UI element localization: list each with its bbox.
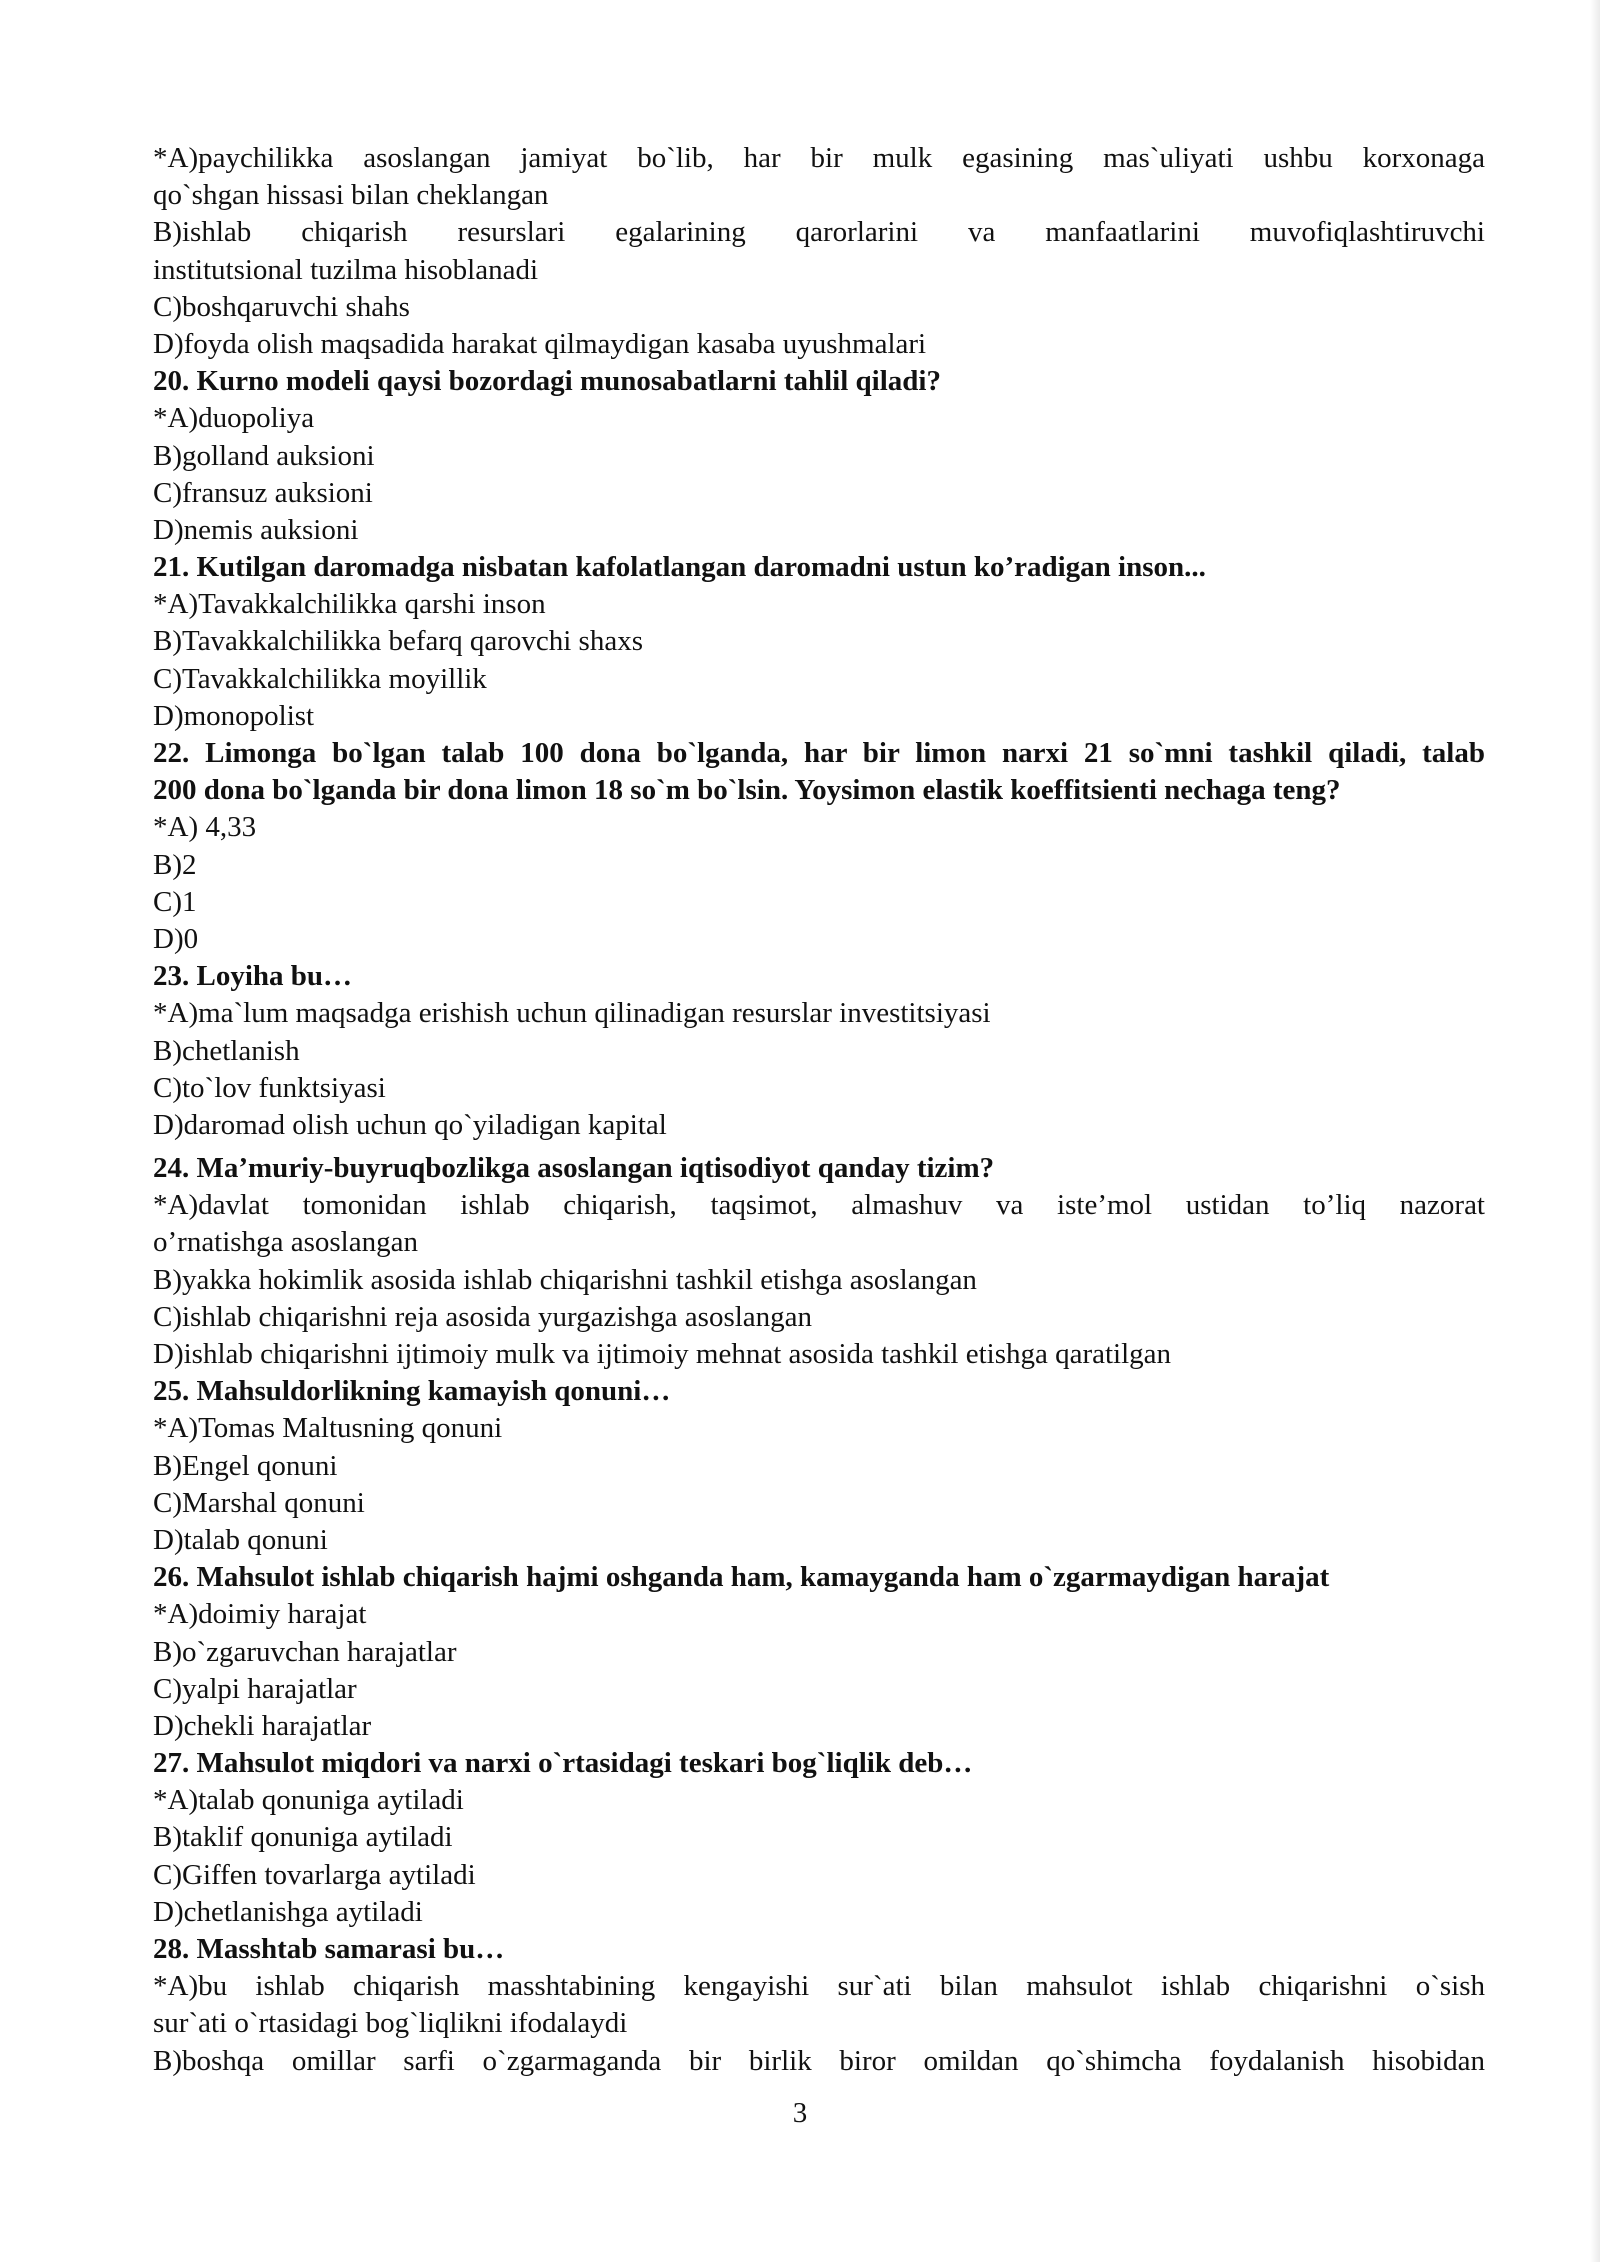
answer-line: *A)duopoliya [153, 402, 315, 435]
scan-edge-shadow [1590, 0, 1600, 2262]
page-number: 3 [792, 2097, 808, 2129]
answer-line: B)ishlab chiqarish resurslari egalarining qarorlarini va manfaatlarini muvofiqlashtiruvchi [153, 216, 1485, 249]
answer-line: C)fransuz auksioni [153, 476, 373, 509]
answer-line: C)yalpi harajatlar [153, 1672, 357, 1705]
answer-line: *A)ma`lum maqsadga erishish uchun qilinadigan resurslar investitsiyasi [153, 997, 991, 1030]
answer-line: B)golland auksioni [153, 439, 375, 472]
answer-line: B)Engel qonuni [153, 1449, 338, 1482]
question-line: 24. Ma’muriy-buyruqbozlikga asoslangan iqtisodiyot qanday tizim? [153, 1152, 995, 1185]
question-line: 21. Kutilgan daromadga nisbatan kafolatlangan daromadni ustun ko’radigan inson... [153, 551, 1206, 584]
answer-line: C)Giffen tovarlarga aytiladi [153, 1858, 476, 1891]
answer-line: D)nemis auksioni [153, 513, 359, 546]
answer-line: B)Tavakkalchilikka befarq qarovchi shaxs [153, 625, 643, 658]
question-line: 28. Masshtab samarasi bu… [153, 1933, 505, 1965]
answer-line: D)daromad olish uchun qo`yiladigan kapital [153, 1108, 667, 1141]
question-line: 26. Mahsulot ishlab chiqarish hajmi oshganda ham, kamayganda ham o`zgarmaydigan harajat [153, 1561, 1330, 1594]
answer-line: D)0 [153, 922, 199, 955]
answer-line: B)chetlanish [153, 1034, 300, 1067]
answer-line: C)ishlab chiqarishni reja asosida yurgazishga asoslangan [153, 1300, 813, 1333]
answer-line: D)monopolist [153, 699, 315, 732]
question-line: 20. Kurno modeli qaysi bozordagi munosabatlarni tahlil qiladi? [153, 365, 941, 398]
document-body [153, 140, 1485, 2080]
answer-line: *A)doimiy harajat [153, 1598, 367, 1631]
answer-line: C)to`lov funktsiyasi [153, 1071, 386, 1104]
answer-line: B)taklif qonuniga aytiladi [153, 1821, 453, 1854]
answer-line: *A)davlat tomonidan ishlab chiqarish, taqsimot, almashuv va iste’mol ustidan to’liq nazorat [153, 1189, 1485, 1222]
answer-line: C)boshqaruvchi shahs [153, 290, 410, 323]
answer-line: B)o`zgaruvchan harajatlar [153, 1635, 457, 1668]
question-line: 27. Mahsulot miqdori va narxi o`rtasidagi teskari bog`liqlik deb… [153, 1747, 973, 1780]
answer-line: C)Marshal qonuni [153, 1486, 365, 1519]
answer-line: institutsional tuzilma hisoblanadi [153, 253, 539, 286]
question-line: 23. Loyiha bu… [153, 960, 353, 993]
answer-line: *A)talab qonuniga aytiladi [153, 1784, 464, 1817]
answer-line: B)boshqa omillar sarfi o`zgarmaganda bir birlik biror omildan qo`shimcha foydalanish hisobidan [153, 2044, 1485, 2077]
question-line: 22. Limonga bo`lgan talab 100 dona bo`lganda, har bir limon narxi 21 so`mni tashkil qiladi, talab [153, 737, 1485, 769]
answer-line: D)ishlab chiqarishni ijtimoiy mulk va ijtimoiy mehnat asosida tashkil etishga qaratilgan [153, 1338, 1172, 1370]
answer-line: o’rnatishga asoslangan [153, 1226, 418, 1259]
answer-line: sur`ati o`rtasidagi bog`liqlikni ifodalaydi [153, 2007, 628, 2040]
answer-line: qo`shgan hissasi bilan cheklangan [153, 179, 549, 212]
answer-line: B)yakka hokimlik asosida ishlab chiqarishni tashkil etishga asoslangan [153, 1263, 977, 1296]
answer-line: D)foyda olish maqsadida harakat qilmaydigan kasaba uyushmalari [153, 327, 927, 360]
answer-line: *A)paychilikka asoslangan jamiyat bo`lib, har bir mulk egasining mas`uliyati ushbu korxonaga [153, 142, 1485, 174]
question-line: 25. Mahsuldorlikning kamayish qonuni… [153, 1375, 671, 1408]
answer-line: *A) 4,33 [153, 811, 257, 844]
answer-line: *A)bu ishlab chiqarish masshtabining kengayishi sur`ati bilan mahsulot ishlab chiqarishni o`sish [153, 1970, 1485, 2003]
question-line: 200 dona bo`lganda bir dona limon 18 so`m bo`lsin. Yoysimon elastik koeffitsienti nechaga teng? [153, 774, 1341, 807]
answer-line: C)Tavakkalchilikka moyillik [153, 662, 487, 695]
answer-line: B)2 [153, 848, 197, 881]
answer-line: D)talab qonuni [153, 1523, 328, 1556]
answer-line: *A)Tavakkalchilikka qarshi inson [153, 588, 546, 621]
answer-line: *A)Tomas Maltusning qonuni [153, 1412, 503, 1445]
answer-line: D)chetlanishga aytiladi [153, 1895, 423, 1928]
answer-line: C)1 [153, 885, 197, 918]
answer-line: D)chekli harajatlar [153, 1709, 372, 1742]
